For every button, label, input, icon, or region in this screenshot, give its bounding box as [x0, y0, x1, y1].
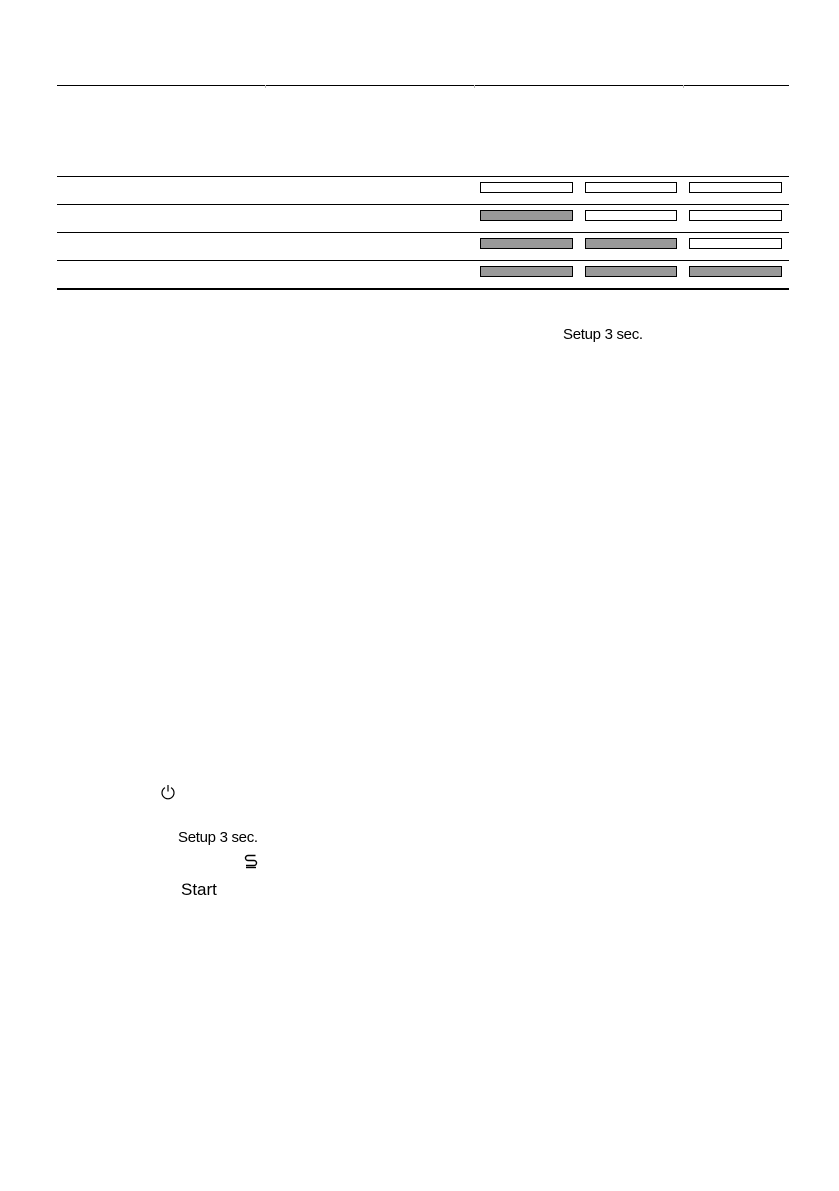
- cycle-icon: [243, 853, 259, 870]
- indicator-segment: [689, 182, 782, 193]
- indicator-segment: [585, 210, 677, 221]
- indicator-segment: [689, 266, 782, 277]
- indicator-segment: [585, 182, 677, 193]
- indicator-segment: [585, 238, 677, 249]
- table-row-rule: [57, 232, 789, 233]
- indicator-segment: [480, 210, 573, 221]
- setup-label-table: Setup 3 sec.: [563, 326, 643, 343]
- column-divider: [474, 85, 475, 88]
- indicator-segment: [480, 238, 573, 249]
- indicator-segment: [480, 266, 573, 277]
- table-top-rule: [57, 85, 789, 86]
- indicator-segment: [689, 238, 782, 249]
- start-label: Start: [181, 880, 217, 899]
- table-bottom-rule: [57, 288, 789, 290]
- indicator-segment: [585, 266, 677, 277]
- setup-label-step: Setup 3 sec.: [178, 829, 258, 846]
- table-row-rule: [57, 204, 789, 205]
- column-divider: [683, 85, 684, 88]
- table-row-rule: [57, 176, 789, 177]
- power-icon: [160, 784, 176, 800]
- indicator-segment: [689, 210, 782, 221]
- table-row-rule: [57, 260, 789, 261]
- indicator-segment: [480, 182, 573, 193]
- column-divider: [265, 85, 266, 88]
